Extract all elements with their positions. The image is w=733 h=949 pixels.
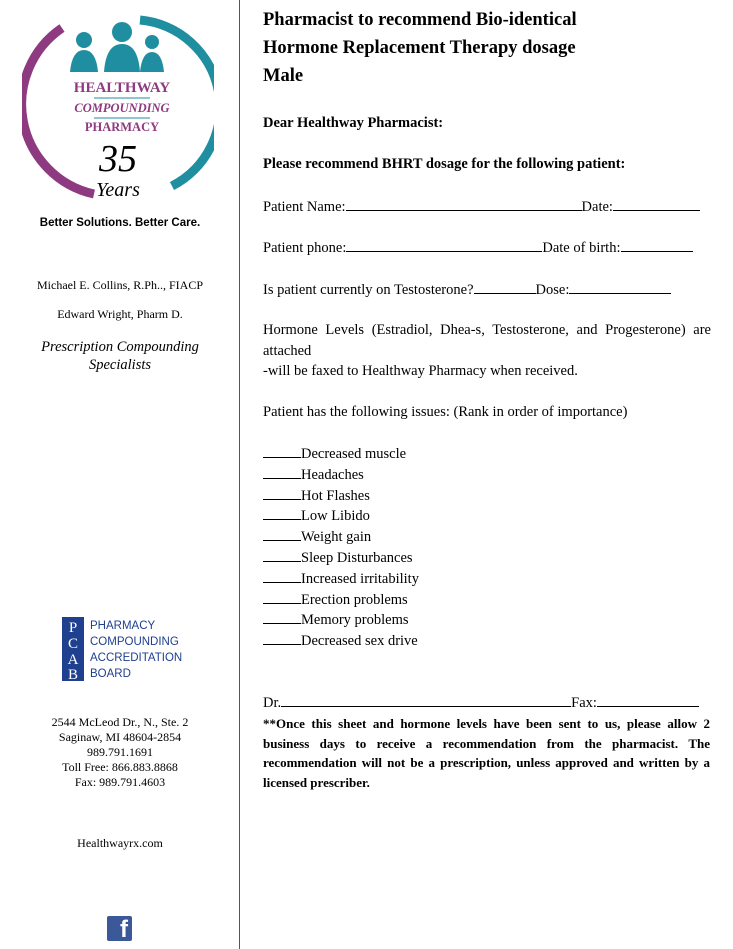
issue-item [263, 444, 711, 465]
divider-line [239, 0, 240, 949]
issue-label: Memory problems [301, 612, 409, 629]
dob-label: Date of birth: [542, 240, 621, 256]
logo-healthway: HEALTHWAY [73, 80, 171, 96]
issue-label: Headaches [301, 466, 364, 483]
issue-label: Erection problems [301, 591, 408, 608]
specialists-line: Specialists [88, 357, 152, 373]
issue-item [263, 548, 711, 569]
request-text: Please recommend BHRT dosage for the following patient: [263, 156, 626, 172]
pcab-line: PHARMACY [90, 620, 156, 632]
website-link[interactable]: Healthwayrx.com [77, 836, 163, 850]
testosterone-label: Is patient currently on Testosterone? [263, 282, 474, 298]
title-line: Pharmacist to recommend Bio-identical [263, 10, 577, 30]
issue-item [263, 465, 711, 486]
issue-item [263, 486, 711, 507]
pcab-line: COMPOUNDING [90, 636, 179, 648]
rank-field[interactable] [263, 506, 301, 520]
issue-label: Decreased muscle [301, 446, 407, 462]
patient-name-row [263, 197, 711, 216]
date-label: Date: [581, 199, 613, 215]
patient-phone-field[interactable] [346, 238, 542, 252]
rank-field[interactable] [263, 610, 301, 624]
address-city: Saginaw, MI 48604-2854 [58, 730, 182, 744]
issue-label: Sleep Disturbances [301, 549, 413, 566]
rank-field[interactable] [263, 527, 301, 541]
title-line: Male [263, 66, 304, 86]
address-fax: Fax: 989.791.4603 [74, 775, 166, 789]
salutation: Dear Healthway Pharmacist: [263, 115, 444, 131]
pcab-letter: A [67, 652, 79, 668]
rank-field[interactable] [263, 444, 301, 458]
issue-label: Weight gain [301, 529, 372, 546]
staff-member: Edward Wright, Pharm D. [57, 307, 183, 321]
fax-field[interactable] [597, 693, 699, 707]
issue-label: Increased irritability [301, 570, 419, 587]
patient-name-field[interactable] [346, 197, 582, 211]
pcab-letter: P [68, 620, 78, 636]
address-toll-free: Toll Free: 866.883.8868 [62, 760, 178, 774]
rank-field[interactable] [263, 465, 301, 479]
footnote: **Once this sheet and hormone levels have been sent to us, please allow 2 business days to receive a recommendation from the pharmacist. The recommendation will not be a prescription, unless approved and written by a licensed prescriber. [263, 716, 710, 790]
issue-label: Low Libido [301, 508, 370, 525]
dose-field[interactable] [569, 280, 671, 294]
pcab-line: BOARD [90, 668, 131, 680]
issue-label: Decreased sex drive [301, 633, 418, 650]
family-figures-icon [70, 22, 164, 72]
title-line: Hormone Replacement Therapy dosage [263, 38, 576, 58]
facebook-glyph: f [120, 916, 128, 943]
healthway-logo [22, 6, 214, 206]
rank-field[interactable] [263, 486, 301, 500]
testosterone-field[interactable] [474, 280, 536, 294]
facebook-icon[interactable] [107, 916, 132, 941]
dob-field[interactable] [621, 238, 693, 252]
patient-phone-label: Patient phone: [263, 240, 347, 256]
faxed-note: -will be faxed to Healthway Pharmacy when received. [263, 363, 578, 379]
address-street: 2544 McLeod Dr., N., Ste. 2 [51, 715, 189, 729]
tagline: Better Solutions. Better Care. [39, 217, 201, 229]
issue-item [263, 590, 711, 611]
issue-item [263, 631, 711, 652]
hormone-levels-text: Hormone Levels (Estradiol, Dhea-s, Testosterone, and Progesterone) are attached [263, 322, 711, 359]
patient-phone-row [263, 238, 711, 257]
address-block [0, 715, 240, 790]
rank-field[interactable] [263, 548, 301, 562]
specialists-tagline [0, 338, 240, 374]
issue-item [263, 610, 711, 631]
issues-list [263, 444, 711, 652]
testosterone-row [263, 280, 711, 299]
logo-pharmacy: PHARMACY [84, 120, 160, 134]
address-phone: 989.791.1691 [87, 745, 153, 759]
sidebar [0, 0, 240, 949]
dr-field[interactable] [281, 693, 571, 707]
issue-label: Hot Flashes [301, 487, 370, 504]
issue-item [263, 506, 711, 527]
issue-item [263, 569, 711, 590]
pcab-logo [54, 615, 194, 683]
dr-label: Dr. [263, 695, 282, 711]
doctor-row [263, 693, 711, 712]
logo-years-label: Years [96, 179, 140, 201]
patient-name-label: Patient Name: [263, 199, 346, 215]
rank-field[interactable] [263, 569, 301, 583]
pcab-line: ACCREDITATION [90, 652, 183, 664]
rank-field[interactable] [263, 590, 301, 604]
issues-intro: Patient has the following issues: (Rank in order of importance) [263, 404, 628, 420]
pcab-letter: C [67, 636, 79, 652]
fax-label: Fax: [571, 695, 597, 711]
specialists-line: Prescription Compounding [41, 339, 199, 355]
date-field[interactable] [613, 197, 700, 211]
logo-compounding: COMPOUNDING [74, 101, 170, 115]
pcab-letter: B [67, 667, 79, 683]
form-title [263, 6, 703, 90]
issue-item [263, 527, 711, 548]
dose-label: Dose: [535, 282, 570, 298]
logo-years-number: 35 [99, 138, 137, 180]
rank-field[interactable] [263, 631, 301, 645]
staff-member: Michael E. Collins, R.Ph.., FIACP [36, 278, 203, 292]
